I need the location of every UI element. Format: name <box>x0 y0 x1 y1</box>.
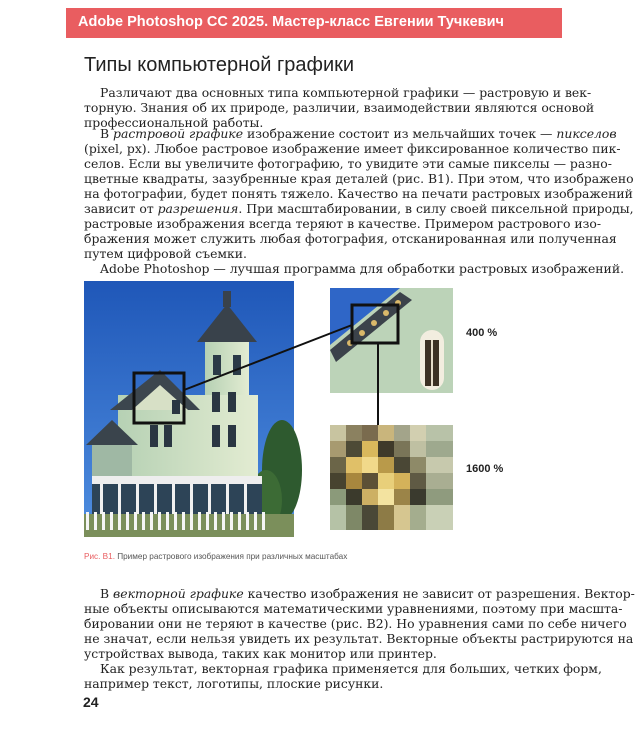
text-line: торную. Знания об их природе, различии, взаимодействии являются основой <box>84 100 595 115</box>
text-line: цветные квадраты, зазубренные края деталей (рис. В1). При этом, что изображено <box>84 171 634 186</box>
text-line: (pixel, px). Любое растровое изображение имеет фиксированное количество пик- <box>84 141 621 156</box>
text-line: на фотографии, будет понять тяжело. Качество на печати растровых изображений <box>84 186 633 201</box>
text-line: Различают два основных типа компьютерной графики — растровую и век- <box>100 85 592 100</box>
text-line: растровые изображения всегда теряют в качестве. Примером растрового изо- <box>84 216 602 231</box>
text-line: бражения может служить любая фотография, отсканированная или полученная <box>84 231 617 246</box>
running-header-text: Adobe Photoshop CC 2025. Мастер-класс Евгении Тучкевич <box>78 14 504 30</box>
text-line: профессиональной работы. <box>84 115 264 130</box>
text-line: Adobe Photoshop — лучшая программа для обработки растровых изображений. <box>100 261 625 276</box>
text-line: В растровой графике изображение состоит из мельчайших точек — пикселов <box>100 126 617 141</box>
zoom-1600-label: 1600 % <box>466 463 504 475</box>
zoom-400-label: 400 % <box>466 327 498 339</box>
text-line: устройствах вывода, таких как монитор или принтер. <box>84 646 437 661</box>
figure-caption <box>84 552 347 561</box>
text-line: зависит от разрешения. При масштабировании, в силу своей пиксельной природы, <box>84 201 634 216</box>
text-line: путем цифровой съемки. <box>84 246 247 261</box>
text-line: например текст, логотипы, плоские рисунки. <box>84 676 384 691</box>
house-photo <box>84 281 302 537</box>
text-line: селов. Если вы увеличите фотографию, то увидите эти самые пикселы — разно- <box>84 156 612 171</box>
vector-paragraph <box>84 586 635 691</box>
text-line: Как результат, векторная графика применяется для больших, четких форм, <box>100 661 602 676</box>
text-line: ные объекты описываются математическими уравнениями, поэтому при масшта- <box>84 601 623 616</box>
zoom-1600-photo <box>330 425 453 530</box>
text-line: В векторной графике качество изображения не зависит от разрешения. Вектор- <box>100 586 635 601</box>
text-line: не значат, если нельзя увидеть их результат. Векторные объекты растрируются на <box>84 631 634 646</box>
page-title: Типы компьютерной графики <box>84 54 355 76</box>
figure-caption-label: Рис. В1. <box>84 552 115 561</box>
text-line: бировании они не теряют в качестве (рис. В2). Но уравнения сами по себе ничего <box>84 616 627 631</box>
page-number: 24 <box>83 694 99 710</box>
figure-caption-text: Пример растрового изображения при различных масштабах <box>114 552 348 561</box>
